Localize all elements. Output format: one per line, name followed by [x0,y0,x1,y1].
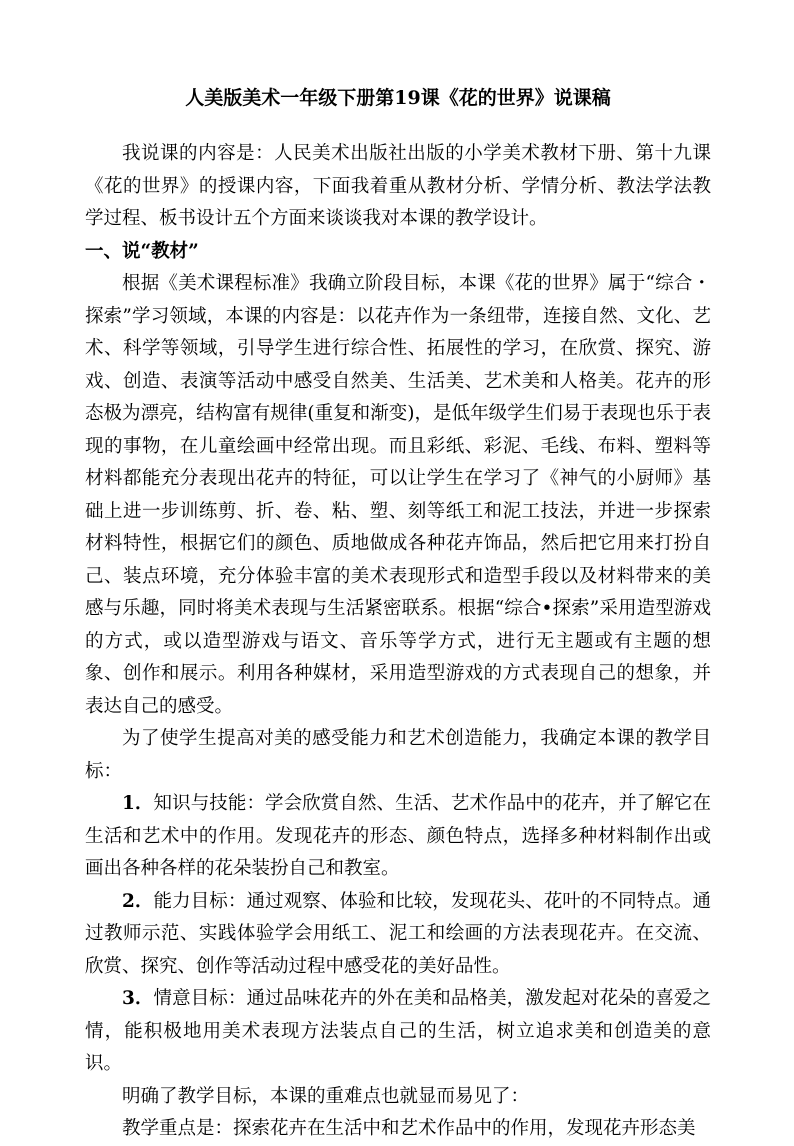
goal-item-number: 3． [122,988,154,1009]
key-points-paragraph: 教学重点是：探索花卉在生活中和艺术作品中的作用，发现花卉形态美 [122,1118,696,1139]
goal-item-text: 能力目标：通过观察、体验和比较，发现花头、花叶的不同特点。通过教师示范、实践体验学会用纸工、泥工和绘画的方法表现花卉。在交流、欣赏、探究、创作等活动过程中感受花的美好品性。 [85,890,711,977]
goal-item-knowledge [85,788,711,886]
textbook-analysis-paragraph: 根据《美术课程标准》我确立阶段目标，本课《花的世界》属于“综合・探索”学习领域，本课的内容是：以花卉作为一条纽带，连接自然、文化、艺术、科学等领域，引导学生进行综合性、拓展性的学习，在欣赏、探究、游戏、创造、表演等活动中感受自然美、生活美、艺术美和人格美。花卉的形态极为漂亮，结构富有规律(重复和渐变)，是低年级学生们易于表现也乐于表现的事物，在儿童绘画中经常出现。而且彩纸、彩泥、毛线、布料、塑料等材料都能充分表现出花卉的特征，可以让学生在学习了《神气的小厨师》基础上进一步训练剪、折、卷、粘、塑、刻等纸工和泥工技法，并进一步探索材料特性，根据它们的颜色、质地做成各种花卉饰品，然后把它用来打扮自己、装点环境，充分体验丰富的美术表现形式和造型手段以及材料带来的美感与乐趣，同时将美术表现与生活紧密联系。根据“综合•探索”采用造型游戏的方式，或以造型游戏与语文、音乐等学方式，进行无主题或有主题的想象、创作和展示。利用各种媒材，采用造型游戏的方式表现自己的想象，并表达自己的感受。 [85,273,711,717]
document-page [85,84,711,1146]
goal-item-number: 2． [122,890,154,912]
goal-item-text: 知识与技能：学会欣赏自然、生活、艺术作品中的花卉，并了解它在生活和艺术中的作用。发现花卉的形态、颜色特点，选择多种材料制作出或画出各种各样的花朵装扮自己和教室。 [85,793,711,879]
goal-item-text: 情意目标：通过品味花卉的外在美和品格美，激发起对花朵的喜爱之情，能积极地用美术表现方法装点自己的生活，树立追求美和创造美的意识。 [85,988,711,1074]
goal-item-number: 1． [122,793,154,814]
goal-item-emotion [85,983,711,1081]
intro-paragraph: 我说课的内容是：人民美术出版社出版的小学美术教材下册、第十九课《花的世界》的授课内容，下面我着重从教材分析、学情分析、教法学法教学过程、板书设计五个方面来谈谈我对本课的教学设计。 [85,143,711,229]
document-title: 人美版美术一年级下册第19课《花的世界》说课稿 [185,87,611,109]
goal-item-ability [85,886,711,984]
section-heading-textbook: 一、说“教材” [85,240,199,262]
key-points-intro-paragraph: 明确了教学目标，本课的重难点也就显而易见了： [122,1085,530,1107]
teaching-goal-intro-paragraph: 为了使学生提高对美的感受能力和艺术创造能力，我确定本课的教学目标： [85,728,711,782]
